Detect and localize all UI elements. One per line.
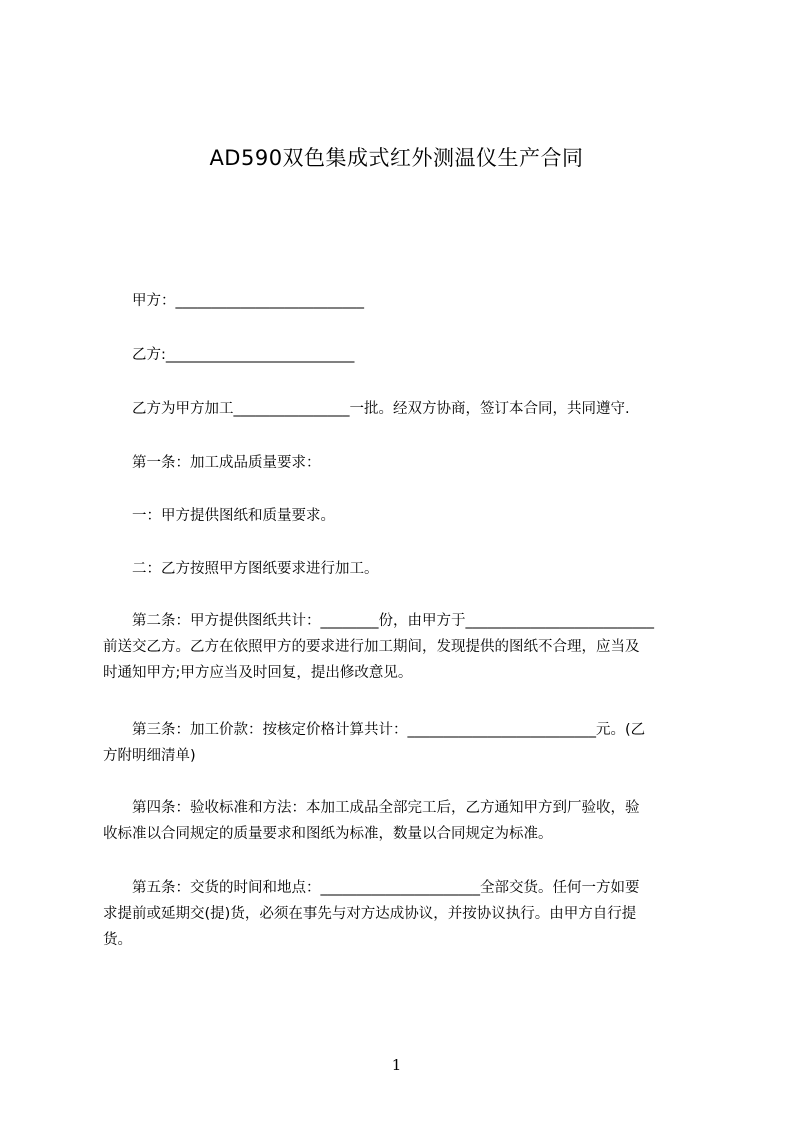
article-1-item-1: 一：甲方提供图纸和质量要求。 — [103, 508, 335, 524]
article-4-paragraph — [103, 795, 713, 847]
intro-paragraph: 乙方为甲方加工________________一批。经双方协商，签订本合同，共同遵守. — [103, 401, 630, 417]
document-title: AD590双色集成式红外测温仪生产合同 — [209, 146, 584, 170]
article-2-line-1: 第二条：甲方提供图纸共计：________份，由甲方于__________________________ — [103, 613, 654, 629]
article-5-line-2: 求提前或延期交(提)货，必须在事先与对方达成协议，并按协议执行。由甲方自行提 — [103, 906, 637, 922]
article-2-line-2: 前送交乙方。乙方在依照甲方的要求进行加工期间，发现提供的图纸不合理，应当及 — [103, 639, 640, 655]
article-1-heading: 第一条：加工成品质量要求： — [103, 455, 321, 471]
article-2-line-3: 时通知甲方;甲方应当及时回复，提出修改意见。 — [103, 665, 413, 681]
article-4-line-2: 收标准以合同规定的质量要求和图纸为标准，数量以合同规定为标准。 — [103, 826, 553, 842]
party-b-line: 乙方:__________________________ — [103, 347, 355, 363]
party-a-line: 甲方：__________________________ — [103, 293, 364, 309]
article-5-paragraph — [103, 875, 713, 953]
article-2-paragraph — [103, 608, 713, 686]
article-5-line-1: 第五条：交货的时间和地点：______________________全部交货。任何一方如要 — [103, 880, 640, 896]
article-3-line-1: 第三条：加工价款：按核定价格计算共计：__________________________元。(乙 — [103, 722, 646, 738]
page-number: 1 — [391, 1056, 402, 1074]
article-1-item-2: 二：乙方按照甲方图纸要求进行加工。 — [103, 561, 379, 577]
article-3-paragraph — [103, 717, 713, 769]
article-4-line-1: 第四条：验收标准和方法：本加工成品全部完工后，乙方通知甲方到厂验收，验 — [103, 800, 640, 816]
article-3-line-2: 方附明细清单) — [103, 748, 196, 764]
article-5-line-3: 货。 — [103, 932, 132, 948]
